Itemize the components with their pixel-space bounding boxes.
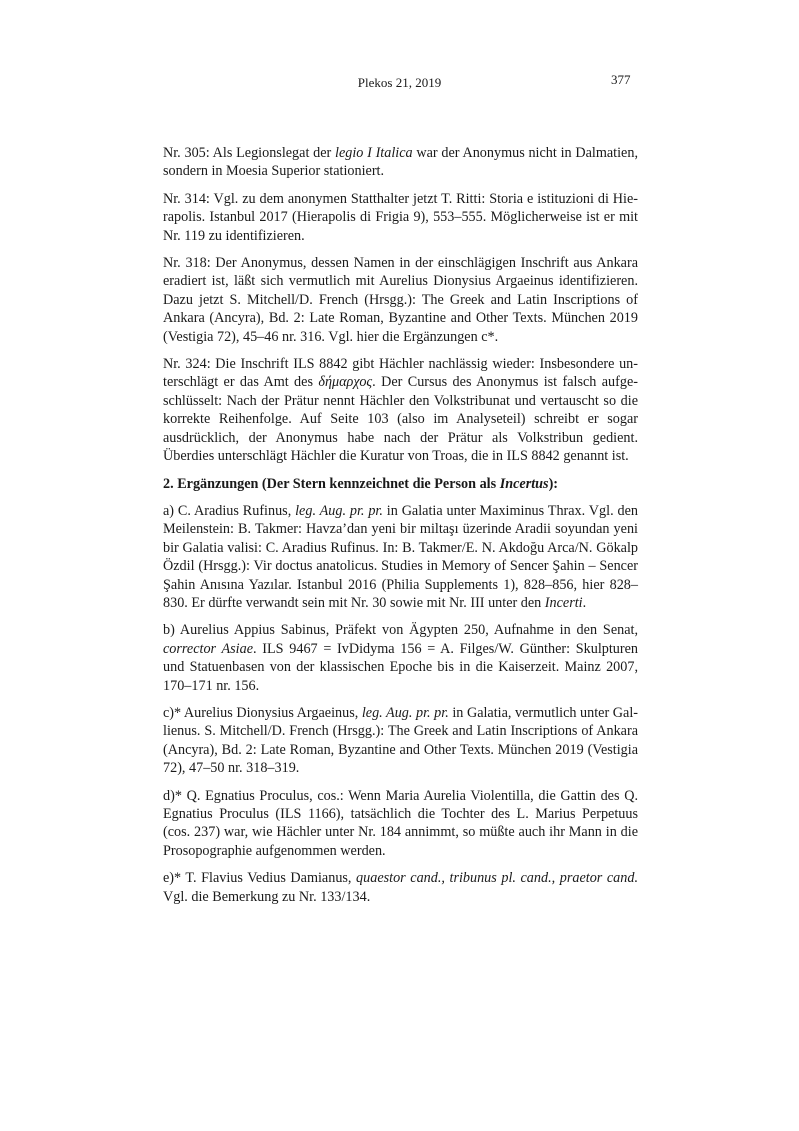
note-paragraph — [163, 355, 638, 465]
text-segment: d)* Q. Egnatius Proculus, cos.: Wenn Maria Aurelia Violentilla, die Gattin des Q. Egnatius Proculus (ILS 1166), tatsächlich die Tochter des L. Marius Perpetuus (cos. 237) war, wie Hächler unter Nr. 184 annimmt, so müßte auch ihr Mann in die Prosopographie aufgenommen werden. — [163, 787, 638, 859]
text-segment: . ILS 9467 = IvDidyma 156 = A. Filges/W. Günther: Skulpturen und Statuenbasen von der klassischen Epoche bis in die Kaiserzeit. Mainz 2007, 170–171 nr. 156. — [163, 640, 639, 694]
supplement-entry — [163, 502, 638, 612]
supplement-entry — [163, 869, 638, 906]
section-heading — [163, 475, 638, 493]
text-segment: c)* Aurelius Dionysius Argaeinus, — [163, 704, 362, 721]
text-segment: Nr. 318: Der Anonymus, dessen Namen in der einschlägigen Inschrift aus Ankara eradiert ist, läßt sich vermutlich mit Aurelius Dionysius Argaeinus identifizieren. Dazu jetzt S. Mitchell/D. French (Hrsgg.): The Greek and Latin Inscriptions of Ankara (Ancyra), Bd. 2: Late Roman, Byzantine and Other Texts. München 2019 (Vestigia 72), 45–46 nr. 316. Vgl. hier die Ergänzungen c*. — [163, 255, 638, 345]
text-segment: ): — [548, 475, 559, 492]
supplement-entry — [163, 621, 638, 695]
note-paragraph — [163, 144, 638, 181]
italic-text: legio I Italica — [335, 145, 413, 161]
italic-text: Incerti — [544, 594, 583, 611]
italic-text: Incertus — [499, 475, 549, 492]
text-segment: Nr. 324: Die Inschrift ILS 8842 gibt Hächler nachlässig wieder: Insbesondere unterschlägt er das Amt des — [163, 356, 638, 391]
italic-text: quaestor cand., tribunus pl. cand., praetor cand. — [356, 870, 638, 887]
supplements-section — [163, 502, 638, 906]
note-paragraph — [163, 254, 638, 346]
page-number: 377 — [611, 72, 631, 87]
text-segment: 2. Ergänzungen (Der Stern kennzeichnet die Person als — [163, 475, 500, 492]
italic-text: δήμαρχος — [318, 374, 373, 391]
text-segment: a) C. Aradius Rufinus, — [163, 502, 296, 519]
running-title: Plekos 21, 2019 — [357, 75, 442, 90]
text-segment: . Der Cursus des Anonymus ist falsch aufgeschlüsselt: Nach der Prätur nennt Hächler den Volkstribunat und vertauscht so die korrekte Reihenfolge. Auf Seite 103 (also im Analyseteil) schreibt er sogar ausdrücklich, der Anonymus habe nach der Prätur als Volkstribun gedient. Überdies unterschlägt Hächler die Kuratur von Troas, die in ILS 8842 genannt ist. — [163, 374, 639, 465]
italic-text: corrector Asiae — [163, 640, 254, 657]
text-segment: Nr. 314: Vgl. zu dem anonymen Statthalter jetzt T. Ritti: Storia e istituzioni di Hierapolis. Istanbul 2017 (Hierapolis di Frigia 9), 553–555. Möglicherweise ist er mit Nr. 119 zu identifizieren. — [163, 190, 638, 244]
supplement-entry — [163, 704, 638, 778]
text-segment: b) Aurelius Appius Sabinus, Präfekt von Ägypten 250, Aufnahme in den Senat, — [163, 622, 638, 639]
notes-section — [163, 144, 638, 466]
text-segment: in Galatia, vermutlich unter Gallienus. S. Mitchell/D. French (Hrsgg.): The Greek and Latin Inscriptions of Ankara (Ancyra), Bd. 2: Late Roman, Byzantine and Other Texts. München 2019 (Vestigia 72), 47–50 nr. 318–319. — [163, 704, 638, 777]
text-segment: in Galatia unter Maximinus Thrax. Vgl. den Meilenstein: B. Takmer: Havza’dan yeni bir miltaşı üzerinde Aradii soyundan yeni bir Galatia valisi: C. Aradius Rufinus. In: B. Takmer/E. N. Akdoğu Arca/N. Gökalp Özdil (Hrsgg.): Vir doctus anatolicus. Studies in Memory of Sencer Şahin – Sencer Şahin Anısına Yazılar. Istanbul 2016 (Philia Supplements 1), 828–856, hier 828–830. Er dürfte verwandt sein mit Nr. 30 sowie mit Nr. III unter den — [163, 502, 638, 611]
italic-text: leg. Aug. pr. pr. — [361, 704, 449, 721]
text-segment: war der Anonymus nicht in Dalmatien, sondern in Moesia Superior stationiert. — [163, 145, 638, 180]
text-segment: Vgl. die Bemerkung zu Nr. 133/134. — [163, 888, 371, 905]
note-paragraph — [163, 190, 638, 245]
page-body — [163, 144, 638, 915]
supplement-entry — [163, 787, 638, 861]
text-segment: . — [582, 594, 587, 611]
italic-text: leg. Aug. pr. pr. — [295, 502, 383, 519]
text-segment: Nr. 305: Als Legionslegat der — [163, 145, 335, 161]
text-segment: e)* T. Flavius Vedius Damianus, — [163, 870, 357, 887]
